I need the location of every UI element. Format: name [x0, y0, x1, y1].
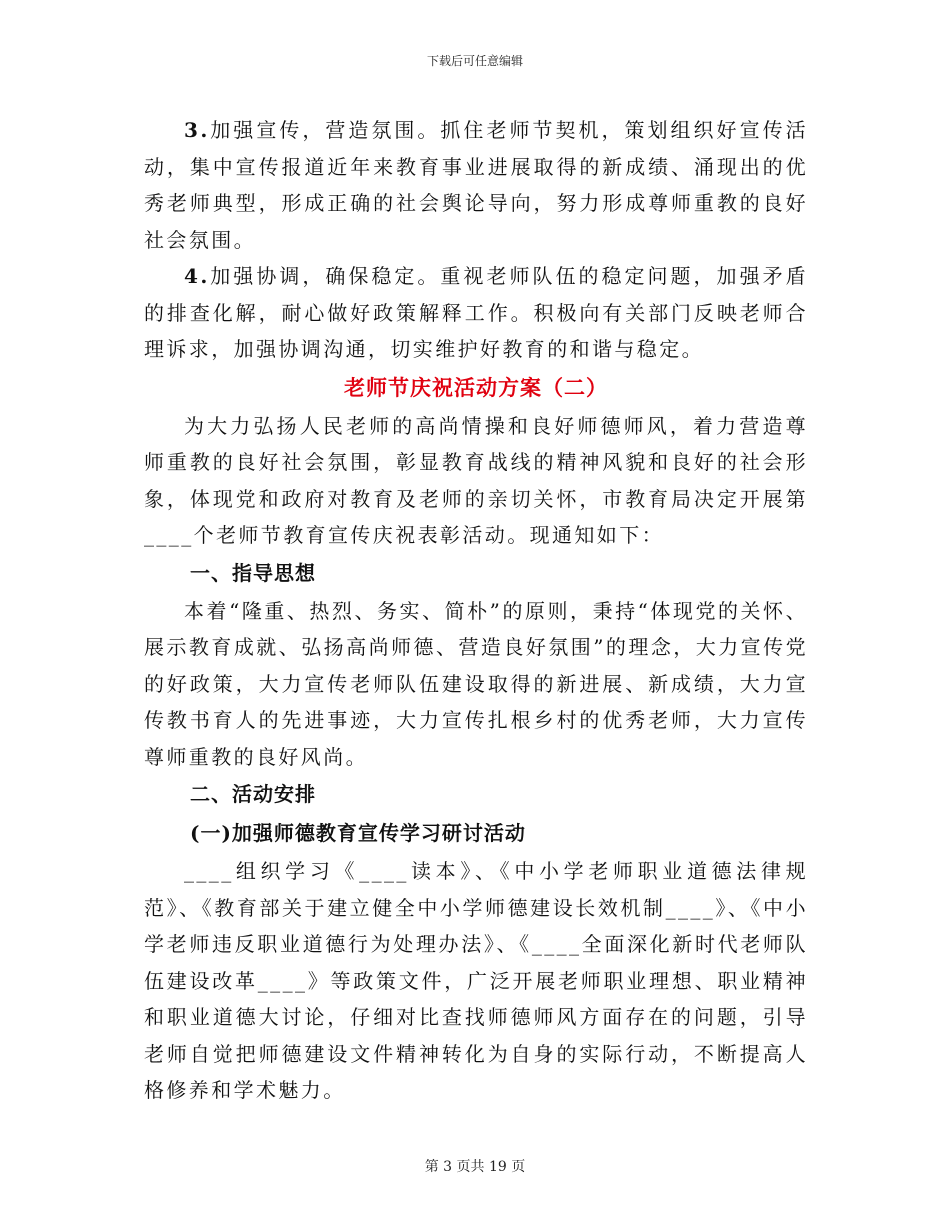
paragraph-item-4: [144, 258, 808, 368]
paragraph-text: 加强宣传，营造氛围。抓住老师节契机，策划组织好宣传活动，集中宣传报道近年来教育事业进展取得的新成绩、涌现出的优秀老师典型，形成正确的社会舆论导向，努力形成尊师重教的良好社会氛围。: [144, 118, 808, 252]
paragraph-item-3: [144, 112, 808, 258]
subheading-ethics-study: (一)加强师德教育宣传学习研讨活动: [190, 821, 526, 845]
page-header: 下载后可任意编辑: [426, 54, 523, 68]
paragraph-text: 加强协调，确保稳定。重视老师队伍的稳定问题，加强矛盾的排查化解，耐心做好政策解释工作。积极向有关部门反映老师合理诉求，加强协调沟通，切实维护好教育的和谐与稳定。: [144, 264, 808, 361]
item-number: 4.: [184, 264, 210, 288]
document-body: [144, 112, 808, 1109]
heading-activities: 二、活动安排: [190, 782, 316, 806]
item-number: 3.: [184, 118, 210, 142]
heading-guiding-idea: 一、指导思想: [190, 560, 316, 585]
page-footer: 第 3 页共 19 页: [424, 1159, 526, 1175]
activity-paragraph: ____组织学习《____读本》、《中小学老师职业道德法律规范》、《教育部关于建立健全中小学师德建设长效机制____》、《中小学老师违反职业道德行为处理办法》、《____全面深化新时代老师队伍建设改革____》等政策文件，广泛开展老师职业理想、职业精神和职业道德大讨论，仔细对比查找师德师风方面存在的问题，引导老师自觉把师德建设文件精神转化为自身的实际行动，不断提高人格修养和学术魅力。: [144, 859, 808, 1102]
guiding-paragraph: 本着“隆重、热烈、务实、简朴”的原则，秉持“体现党的关怀、展示教育成就、弘扬高尚师德、营造良好氛围”的理念，大力宣传党的好政策，大力宣传老师队伍建设取得的新进展、新成绩，大力宣传教书育人的先进事迹，大力宣传扎根乡村的优秀老师，大力宣传尊师重教的良好风尚。: [144, 598, 808, 769]
intro-paragraph: 为大力弘扬人民老师的高尚情操和良好师德师风，着力营造尊师重教的良好社会氛围，彰显教育战线的精神风貌和良好的社会形象，体现党和政府对教育及老师的亲切关怀，市教育局决定开展第____个老师节教育宣传庆祝表彰活动。现通知如下：: [144, 413, 808, 547]
section-title: 老师节庆祝活动方案（二）: [344, 374, 608, 400]
